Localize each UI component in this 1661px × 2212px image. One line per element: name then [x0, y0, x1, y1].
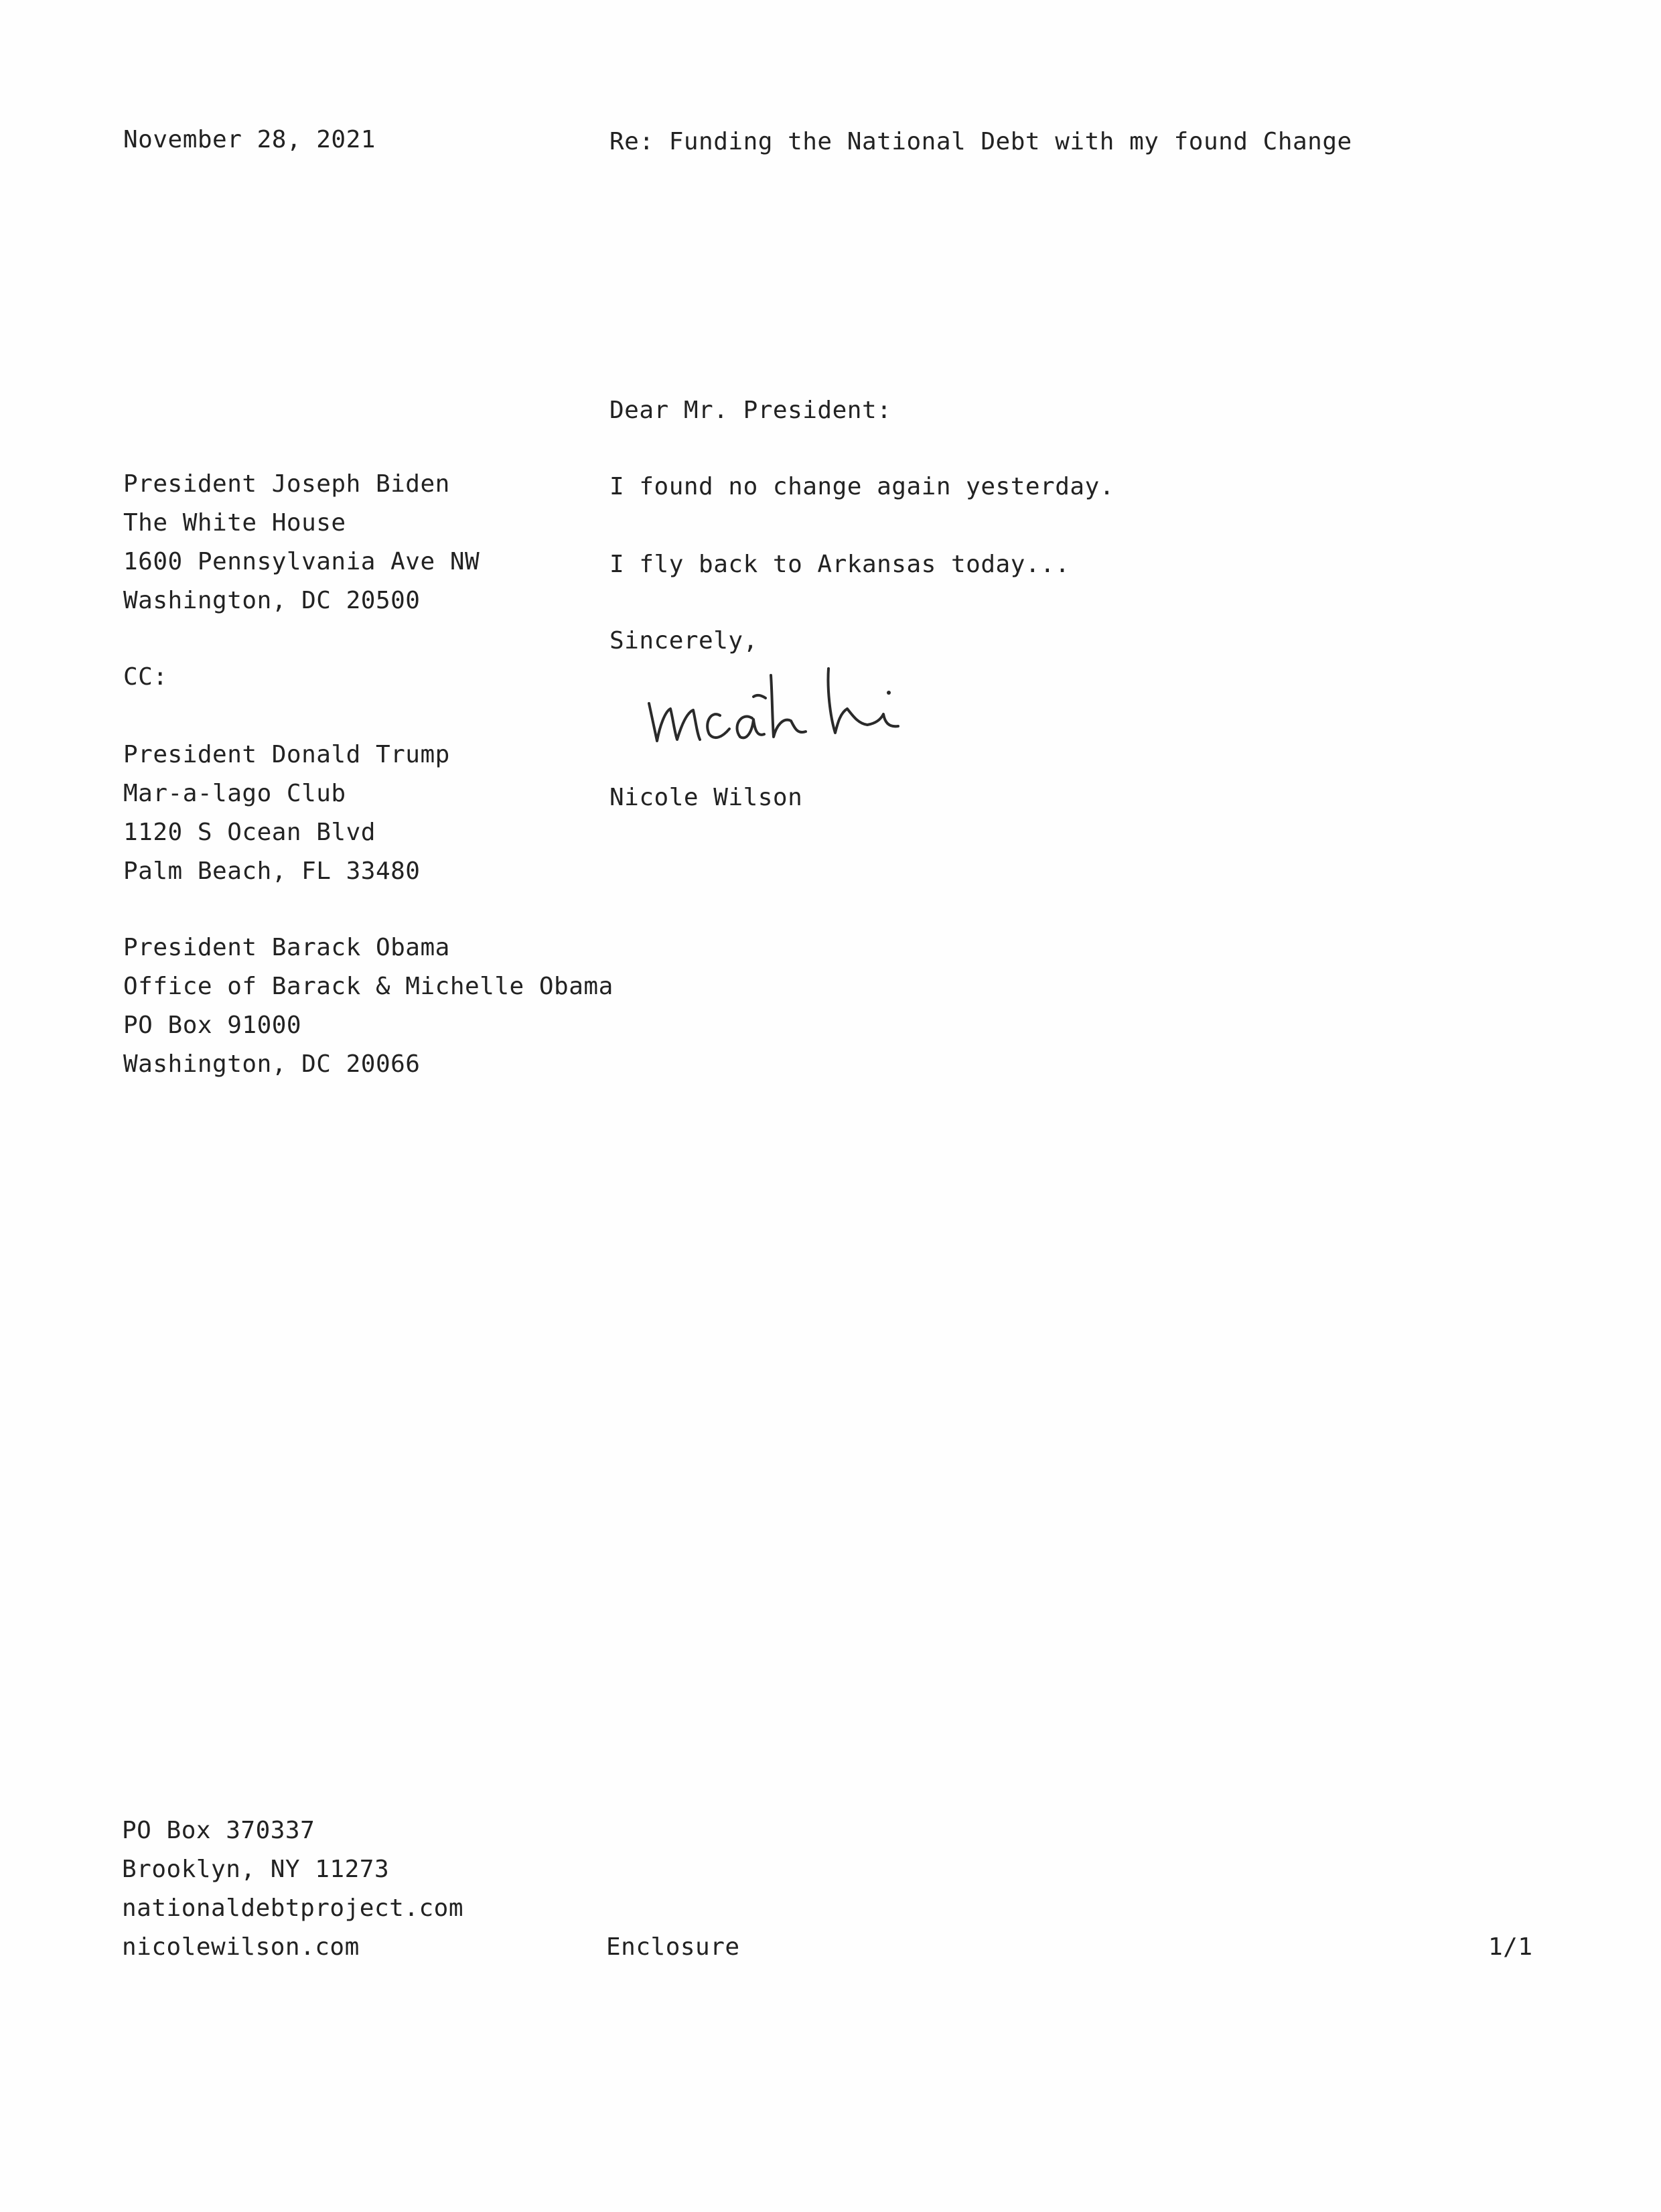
address-line: 1600 Pennsylvania Ave NW	[123, 548, 480, 575]
address-line: Palm Beach, FL 33480	[123, 857, 421, 885]
address-line: President Joseph Biden	[123, 470, 450, 498]
page-number: 1/1	[1488, 1933, 1533, 1961]
address-line: Washington, DC 20066	[123, 1050, 421, 1078]
address-line: 1120 S Ocean Blvd	[123, 819, 376, 846]
letter-date: November 28, 2021	[123, 126, 376, 153]
address-line: Brooklyn, NY 11273	[122, 1856, 390, 1883]
website-link[interactable]: nicolewilson.com	[122, 1933, 360, 1961]
body-paragraph: I found no change again yesterday.	[609, 473, 1114, 500]
address-line: Mar-a-lago Club	[123, 780, 346, 807]
address-line: PO Box 91000	[123, 1012, 302, 1039]
address-line: Washington, DC 20500	[123, 587, 421, 614]
signer-name: Nicole Wilson	[609, 784, 803, 811]
handwritten-signature	[640, 662, 974, 762]
address-line: PO Box 370337	[122, 1817, 315, 1844]
recipient-address	[123, 465, 480, 620]
sender-address	[122, 1811, 463, 1967]
subject-line: Re: Funding the National Debt with my found Change	[609, 128, 1352, 155]
enclosure-note: Enclosure	[606, 1933, 740, 1961]
address-line: The White House	[123, 509, 346, 537]
cc-address-obama	[123, 928, 613, 1084]
salutation: Dear Mr. President:	[609, 397, 892, 424]
cc-label: CC:	[123, 663, 168, 691]
closing: Sincerely,	[609, 627, 758, 654]
body-paragraph: I fly back to Arkansas today...	[609, 551, 1070, 578]
cc-address-trump	[123, 736, 450, 891]
address-line: Office of Barack & Michelle Obama	[123, 973, 613, 1000]
address-line: President Barack Obama	[123, 934, 450, 961]
address-line: President Donald Trump	[123, 741, 450, 768]
website-link[interactable]: nationaldebtproject.com	[122, 1894, 463, 1922]
